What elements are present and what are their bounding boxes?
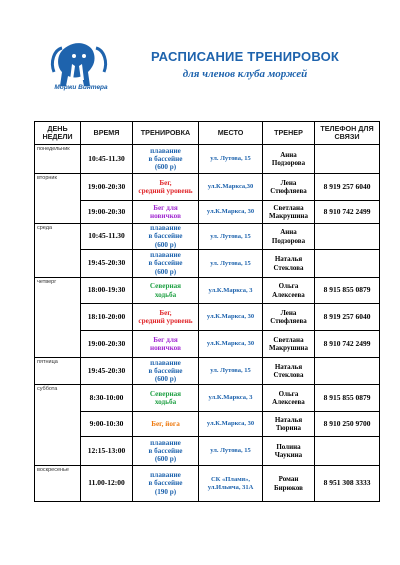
table-row	[35, 278, 380, 304]
workout-cell-line: плавание	[150, 146, 181, 155]
day-cell: воскресенье	[35, 466, 81, 502]
time-cell: 18:10-20:00	[81, 304, 133, 331]
phone-cell	[315, 250, 380, 278]
workout-cell-line: Бег,	[159, 308, 172, 317]
workout-cell-line: Бег, йога	[151, 419, 180, 428]
workout-cell-line: новичков	[150, 212, 181, 220]
coach-cell	[263, 224, 315, 250]
workout-cell-line: (600 р)	[154, 455, 177, 464]
coach-cell	[263, 385, 315, 412]
table-row	[35, 250, 380, 278]
coach-cell-line: Ольга	[278, 282, 299, 291]
table-row	[35, 385, 380, 412]
table-row	[35, 412, 380, 437]
coach-cell-line: Бирюков	[274, 483, 303, 492]
table-row	[35, 224, 380, 250]
phone-cell	[315, 358, 380, 385]
place-cell: СК «Пламя», ул.Ильича, 31А	[199, 466, 263, 502]
logo-caption: Моржи Винтера	[54, 84, 108, 91]
workout-cell-line: плавание	[150, 471, 181, 480]
coach-cell-line: Алексеева	[272, 290, 305, 299]
workout-cell-line: Северная	[149, 282, 182, 291]
coach-cell-line: Стеклова	[273, 263, 304, 272]
table-row	[35, 358, 380, 385]
place-cell: ул.К.Маркса, 3	[199, 385, 263, 412]
coach-cell-line: Светлана	[273, 203, 304, 212]
page-header	[0, 40, 400, 100]
coach-cell-line: Подзорова	[271, 236, 306, 245]
place-cell: ул. Лутова, 15	[199, 224, 263, 250]
phone-cell: 8 910 250 9700	[315, 412, 380, 437]
coach-cell-line: Алексеева	[272, 398, 305, 406]
table-row	[35, 304, 380, 331]
day-cell: вторник	[35, 174, 81, 224]
phone-cell: 8 910 742 2499	[315, 201, 380, 224]
workout-cell-line: (600 р)	[154, 240, 177, 249]
table-row	[35, 145, 380, 174]
workout-cell-line: Бег для	[153, 203, 178, 212]
time-cell: 19:00-20:30	[81, 174, 133, 201]
place-cell: ул.К.Маркса, 30	[199, 331, 263, 358]
workout-cell-line: плавание	[150, 251, 181, 260]
place-cell: ул. Лутова, 15	[199, 145, 263, 174]
day-cell: пятница	[35, 358, 81, 385]
phone-cell: 8 919 257 6040	[315, 174, 380, 201]
time-cell: 18:00-19:30	[81, 278, 133, 304]
coach-cell	[263, 304, 315, 331]
workout-cell-line: (600 р)	[154, 375, 177, 384]
place-cell: ул. Лутова, 15	[199, 358, 263, 385]
day-cell: четверг	[35, 278, 81, 358]
time-cell: 11.00-12:00	[81, 466, 133, 502]
workout-cell-line: в бассейне	[148, 366, 183, 375]
col-phone-header: ТЕЛЕФОН ДЛЯ СВЯЗИ	[315, 122, 380, 145]
time-cell: 8:30-10:00	[81, 385, 133, 412]
workout-cell-line: ходьба	[154, 290, 177, 299]
col-workout-header: ТРЕНИРОВКА	[133, 122, 199, 145]
place-cell: ул. Лутова, 15	[199, 250, 263, 278]
table-row	[35, 466, 380, 502]
coach-cell	[263, 466, 315, 502]
coach-cell-line: Полина	[276, 442, 301, 451]
time-cell: 19:45-20:30	[81, 358, 133, 385]
phone-cell: 8 919 257 6040	[315, 304, 380, 331]
place-cell: ул. Лутова, 15	[199, 437, 263, 466]
coach-cell-line: Лена	[280, 178, 297, 187]
workout-cell	[133, 145, 199, 174]
coach-cell-line: Анна	[280, 150, 297, 159]
workout-cell-line: в бассейне	[148, 479, 183, 488]
workout-cell-line: плавание	[150, 224, 181, 233]
coach-cell-line: Стеклова	[273, 371, 304, 379]
time-cell: 19:00-20:30	[81, 201, 133, 224]
coach-cell	[263, 331, 315, 358]
phone-cell: 8 915 855 0879	[315, 278, 380, 304]
place-cell: ул.К.Маркса, 3	[199, 278, 263, 304]
place-cell: ул.К.Маркса,30	[199, 174, 263, 201]
workout-cell-line: средний уровень	[138, 317, 193, 325]
coach-cell-line: Подзорова	[271, 159, 306, 167]
day-cell: понедельник	[35, 145, 81, 174]
workout-cell	[133, 331, 199, 358]
workout-cell	[133, 385, 199, 412]
col-day-header: ДЕНЬ НЕДЕЛИ	[35, 122, 81, 145]
coach-cell	[263, 278, 315, 304]
workout-cell-line: (600 р)	[154, 163, 177, 172]
workout-cell-line: Бег,	[159, 178, 172, 187]
table-row	[35, 331, 380, 358]
workout-cell	[133, 250, 199, 278]
workout-cell-line: Северная	[149, 389, 182, 398]
workout-cell-line: новичков	[150, 344, 181, 352]
col-coach-header: ТРЕНЕР	[263, 122, 315, 145]
coach-cell-line: Ольга	[278, 389, 299, 398]
coach-cell	[263, 145, 315, 174]
time-cell: 12:15-13:00	[81, 437, 133, 466]
workout-cell-line: в бассейне	[148, 446, 183, 455]
coach-cell	[263, 201, 315, 224]
time-cell: 9:00-10:30	[81, 412, 133, 437]
coach-cell-line: Наталья	[274, 362, 303, 371]
coach-cell-line: Макрушина	[269, 344, 308, 352]
coach-cell	[263, 412, 315, 437]
time-cell: 19:45-20:30	[81, 250, 133, 278]
coach-cell-line: Стюфляева	[270, 187, 307, 195]
day-cell: суббота	[35, 385, 81, 466]
workout-cell-line: плавание	[150, 438, 181, 447]
time-cell: 10:45-11.30	[81, 224, 133, 250]
workout-cell-line: (600 р)	[154, 267, 177, 276]
table-row	[35, 201, 380, 224]
col-place-header: МЕСТО	[199, 122, 263, 145]
workout-cell	[133, 278, 199, 304]
page-title: РАСПИСАНИЕ ТРЕНИРОВОК	[150, 49, 340, 64]
coach-cell	[263, 250, 315, 278]
workout-cell-line: в бассейне	[148, 259, 183, 268]
table-header-row	[35, 122, 380, 145]
page-subtitle: для членов клуба моржей	[182, 68, 308, 80]
schedule-body	[35, 145, 380, 502]
workout-cell	[133, 224, 199, 250]
coach-cell-line: Роман	[278, 475, 299, 484]
coach-cell	[263, 358, 315, 385]
workout-cell	[133, 201, 199, 224]
coach-cell-line: Тюрина	[275, 424, 302, 432]
phone-cell: 8 915 855 0879	[315, 385, 380, 412]
workout-cell-line: ходьба	[154, 398, 177, 406]
table-row	[35, 437, 380, 466]
time-cell: 19:00-20:30	[81, 331, 133, 358]
phone-cell: 8 910 742 2499	[315, 331, 380, 358]
workout-cell	[133, 358, 199, 385]
phone-cell	[315, 224, 380, 250]
schedule-table	[34, 121, 380, 502]
coach-cell	[263, 174, 315, 201]
phone-cell: 8 951 308 3333	[315, 466, 380, 502]
col-time-header: ВРЕМЯ	[81, 122, 133, 145]
coach-cell-line: Наталья	[274, 415, 303, 424]
day-cell: среда	[35, 224, 81, 278]
workout-cell-line: Бег для	[153, 335, 178, 344]
phone-cell	[315, 145, 380, 174]
workout-cell-line: в бассейне	[148, 154, 183, 163]
place-cell: ул.К.Маркса, 30	[199, 412, 263, 437]
coach-cell-line: Анна	[280, 228, 297, 237]
coach-cell-line: Лена	[280, 308, 297, 317]
time-cell: 10:45-11.30	[81, 145, 133, 174]
workout-cell-line: средний уровень	[138, 187, 193, 195]
table-row	[35, 174, 380, 201]
coach-cell	[263, 437, 315, 466]
coach-cell-line: Стюфляева	[270, 317, 307, 325]
workout-cell-line: в бассейне	[148, 232, 183, 241]
coach-cell-line: Чаукина	[274, 451, 303, 459]
place-cell: ул.К.Маркса, 30	[199, 304, 263, 331]
workout-cell	[133, 174, 199, 201]
workout-cell	[133, 437, 199, 466]
workout-cell-line: плавание	[150, 358, 181, 367]
workout-cell	[133, 304, 199, 331]
workout-cell	[133, 412, 199, 437]
coach-cell-line: Светлана	[273, 335, 304, 344]
workout-cell	[133, 466, 199, 502]
coach-cell-line: Макрушина	[269, 212, 308, 220]
phone-cell	[315, 437, 380, 466]
coach-cell-line: Наталья	[274, 255, 303, 264]
place-cell: ул.К.Маркса, 30	[199, 201, 263, 224]
workout-cell-line: (190 р)	[154, 487, 177, 496]
